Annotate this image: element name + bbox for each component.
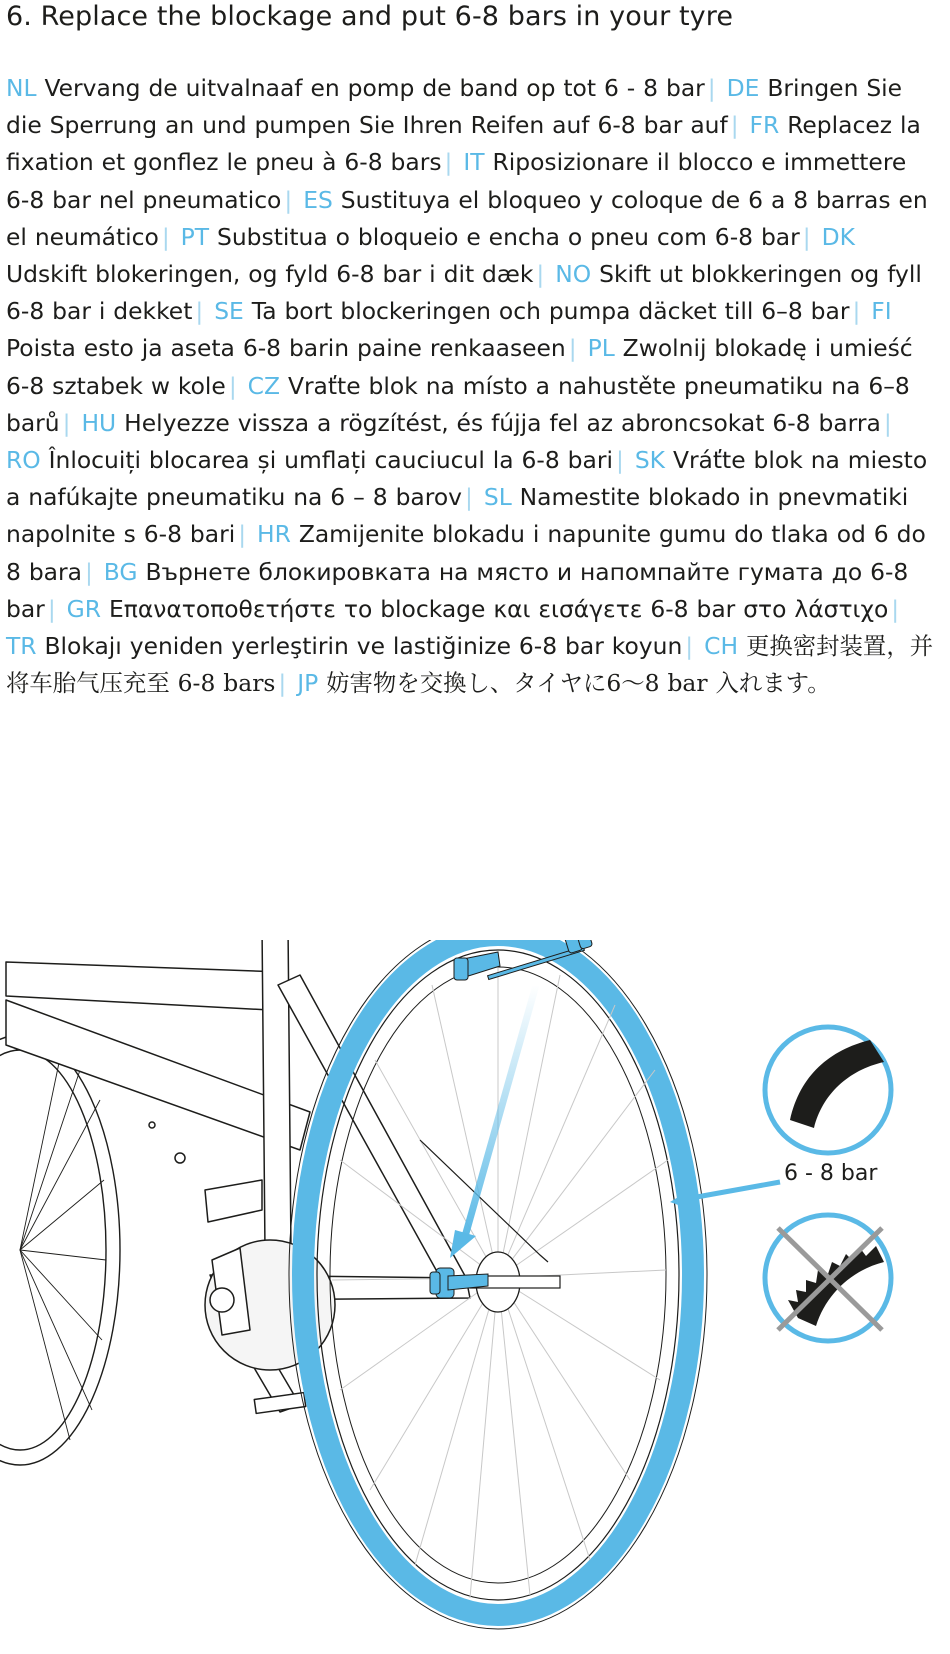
separator: |	[465, 483, 473, 512]
separator: |	[238, 520, 247, 549]
separator: |	[444, 148, 453, 177]
lang-code: ES	[303, 185, 333, 214]
separator: |	[615, 446, 624, 475]
translation-text: Bringen Sie die Sperrung an und pumpen Sie Ihren Reifen auf 6-8 bar auf	[6, 74, 903, 140]
separator: |	[62, 408, 71, 437]
lang-code: NO	[555, 260, 592, 289]
translation-tr	[6, 632, 682, 660]
separator: |	[891, 594, 900, 623]
translation-ro	[6, 446, 613, 474]
separator: |	[536, 260, 545, 289]
translation-text: Sustituya el bloqueo y coloque de 6 a 8 barras en el neumático	[6, 185, 928, 251]
lang-code: SL	[483, 483, 512, 512]
lang-code: SE	[214, 297, 244, 326]
lang-code: HU	[81, 408, 117, 437]
translation-text: Zwolnij blokadę i umieść 6-8 sztabek w kole	[6, 334, 913, 400]
lang-code: FR	[749, 111, 780, 140]
translation-nl	[6, 74, 705, 102]
separator: |	[47, 594, 56, 623]
translations-paragraph	[6, 70, 936, 702]
separator: |	[284, 185, 293, 214]
lang-code: JP	[297, 669, 319, 698]
step-title: 6. Replace the blockage and put 6-8 bars in your tyre	[6, 1, 734, 32]
separator: |	[278, 669, 287, 698]
translation-text: Namestite blokado in pnevmatiki napolnite s 6-8 bari	[6, 483, 909, 549]
bike-frame	[6, 940, 470, 1413]
separator: |	[852, 297, 861, 326]
translation-text: Skift ut blokkeringen og fyll 6-8 bar i dekket	[6, 260, 922, 326]
translation-gr	[67, 595, 889, 623]
lang-code: PL	[587, 334, 615, 363]
lang-code: CH	[704, 632, 739, 661]
lang-code: HR	[257, 520, 291, 549]
separator: |	[730, 111, 739, 140]
translation-text: Poista esto ja aseta 6-8 barin paine renkaaseen	[6, 334, 566, 363]
translation-text: Udskift blokeringen, og fyld 6-8 bar i dit dæk	[6, 260, 534, 289]
translation-text: Blokajı yeniden yerleştirin ve lastiğinize 6-8 bar koyun	[44, 632, 683, 661]
lang-code: TR	[6, 632, 37, 661]
pressure-label: 6 - 8 bar	[784, 1161, 878, 1186]
lang-code: DK	[821, 222, 855, 251]
translation-text: Vraťte blok na místo a nahustěte pneumatiku na 6–8 barů	[6, 371, 910, 437]
lang-code: DE	[726, 74, 760, 102]
separator: |	[161, 222, 170, 251]
separator: |	[802, 222, 811, 251]
translation-text: Επανατοποθετήστε το blockage και εισάγετε 6-8 bar στο λάστιχο	[108, 594, 889, 623]
separator: |	[195, 297, 204, 326]
translation-text: Върнете блокировката на място и напомпайте гумата до 6-8 bar	[6, 557, 909, 623]
separator: |	[685, 632, 694, 661]
separator: |	[707, 74, 716, 102]
separator: |	[568, 334, 577, 363]
rear-wheel	[0, 1035, 120, 1465]
lang-code: BG	[103, 557, 138, 586]
translation-hu	[81, 409, 880, 437]
lang-code: CZ	[247, 371, 280, 400]
separator: |	[84, 557, 93, 586]
lang-code: IT	[463, 148, 485, 177]
separator: |	[883, 408, 892, 437]
translation-text: 更换密封装置，并将车胎气压充至 6-8 bars	[6, 632, 934, 698]
lang-code: RO	[6, 446, 41, 475]
translation-text: Helyezze vissza a rögzítést, és fújja fel az abroncsokat 6-8 barra	[124, 408, 881, 437]
lang-code: FI	[871, 297, 892, 326]
incorrect-tyre-icon	[765, 1215, 891, 1341]
translation-text: Riposizionare il blocco e immettere 6-8 bar nel pneumatico	[6, 148, 907, 214]
translation-text: Ta bort blockeringen och pumpa däcket till 6–8 bar	[251, 297, 850, 326]
translation-text: Zamijenite blokadu i napunite gumu do tlaka od 6 do 8 bara	[6, 520, 926, 586]
separator: |	[228, 371, 237, 400]
translation-text: Vervang de uitvalnaaf en pomp de band op tot 6 - 8 bar	[44, 74, 705, 102]
translation-text: Înlocuiți blocarea și umflați cauciucul la 6-8 bari	[48, 446, 613, 475]
translation-text: Vráťte blok na miesto a nafúkajte pneumatiku na 6 – 8 barov	[6, 446, 928, 512]
translation-se	[214, 297, 849, 325]
correct-tyre-icon	[765, 1027, 891, 1153]
translation-pt	[181, 223, 800, 251]
lang-code: GR	[66, 594, 102, 623]
translation-text: Replacez la fixation et gonflez le pneu à 6-8 bars	[6, 111, 921, 177]
lang-code: PT	[180, 222, 210, 251]
lang-code: SK	[634, 446, 665, 475]
translation-jp	[297, 669, 830, 697]
translation-text: Substitua o bloqueio e encha o pneu com 6-8 bar	[217, 222, 800, 251]
translation-text: 妨害物を交換し、タイヤに6〜8 bar 入れます。	[326, 669, 831, 698]
lang-code: NL	[6, 74, 37, 102]
bicycle-wheel-illustration	[0, 940, 950, 1654]
